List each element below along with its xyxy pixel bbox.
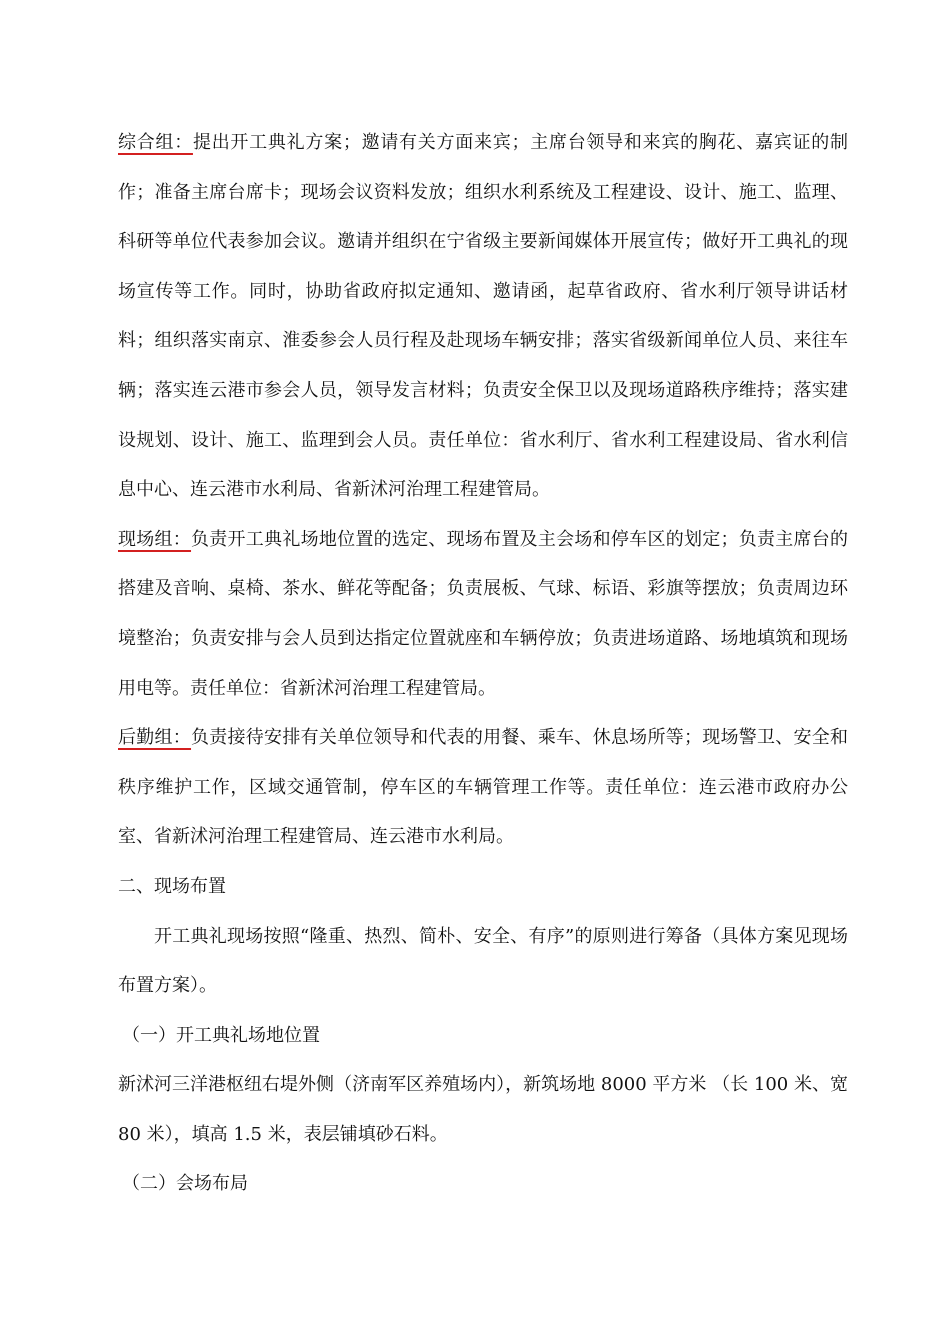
document-page (118, 118, 848, 1209)
subheading-venue-layout: （二）会场布局 (122, 1173, 248, 1195)
paragraph-site-intro: 开工典礼现场按照“隆重、热烈、简朴、安全、有序”的原则进行筹备（具体方案见现场布置方案）。 (118, 925, 848, 997)
paragraph-xianchang (118, 515, 848, 713)
label-xianchang-group: 现场组： (118, 528, 192, 550)
text-zonghe-group: 提出开工典礼方案；邀请有关方面来宾；主席台领导和来宾的胸花、嘉宾证的制作；准备主席台席卡；现场会议资料发放；组织水利系统及工程建设、设计、施工、监理、科研等单位代表参加会议。邀请并组织在宁省级主要新闻媒体开展宣传；做好开工典礼的现场宣传等工作。同时，协助省政府拟定通知、邀请函，起草省政府、省水利厅领导讲话材料；组织落实南京、淮委参会人员行程及赴现场车辆安排；落实省级新闻单位人员、来往车辆；落实连云港市参会人员，领导发言材料；负责安全保卫以及现场道路秩序维持；落实建设规划、设计、施工、监理到会人员。责任单位：省水利厅、省水利工程建设局、省水利信息中心、连云港市水利局、省新沭河治理工程建管局。 (118, 132, 849, 501)
text-xianchang-group: 负责开工典礼场地位置的选定、现场布置及主会场和停车区的划定；负责主席台的搭建及音响、桌椅、茶水、鲜花等配备；负责展板、气球、标语、彩旗等摆放；负责周边环境整治；负责安排与会人员到达指定位置就座和车辆停放；负责进场道路、场地填筑和现场用电等。责任单位：省新沭河治理工程建管局。 (118, 528, 849, 699)
section-heading-site-layout: 二、现场布置 (118, 875, 226, 897)
paragraph-houqin (118, 713, 848, 862)
subheading-venue-location: （一）开工典礼场地位置 (122, 1024, 320, 1046)
label-zonghe-group: 综合组： (118, 132, 193, 153)
label-houqin-group: 后勤组： (118, 727, 192, 749)
paragraph-zonghe (118, 118, 848, 515)
paragraph-venue-location: 新沭河三洋港枢纽右堤外侧（济南军区养殖场内），新筑场地 8000 平方米 （长 100 米、宽 80 米），填高 1.5 米，表层铺填砂石料。 (118, 1074, 848, 1145)
text-houqin-group: 负责接待安排有关单位领导和代表的用餐、乘车、休息场所等；现场警卫、安全和秩序维护工作，区域交通管制，停车区的车辆管理工作等。责任单位：连云港市政府办公室、省新沭河治理工程建管局、连云港市水利局。 (118, 727, 849, 848)
